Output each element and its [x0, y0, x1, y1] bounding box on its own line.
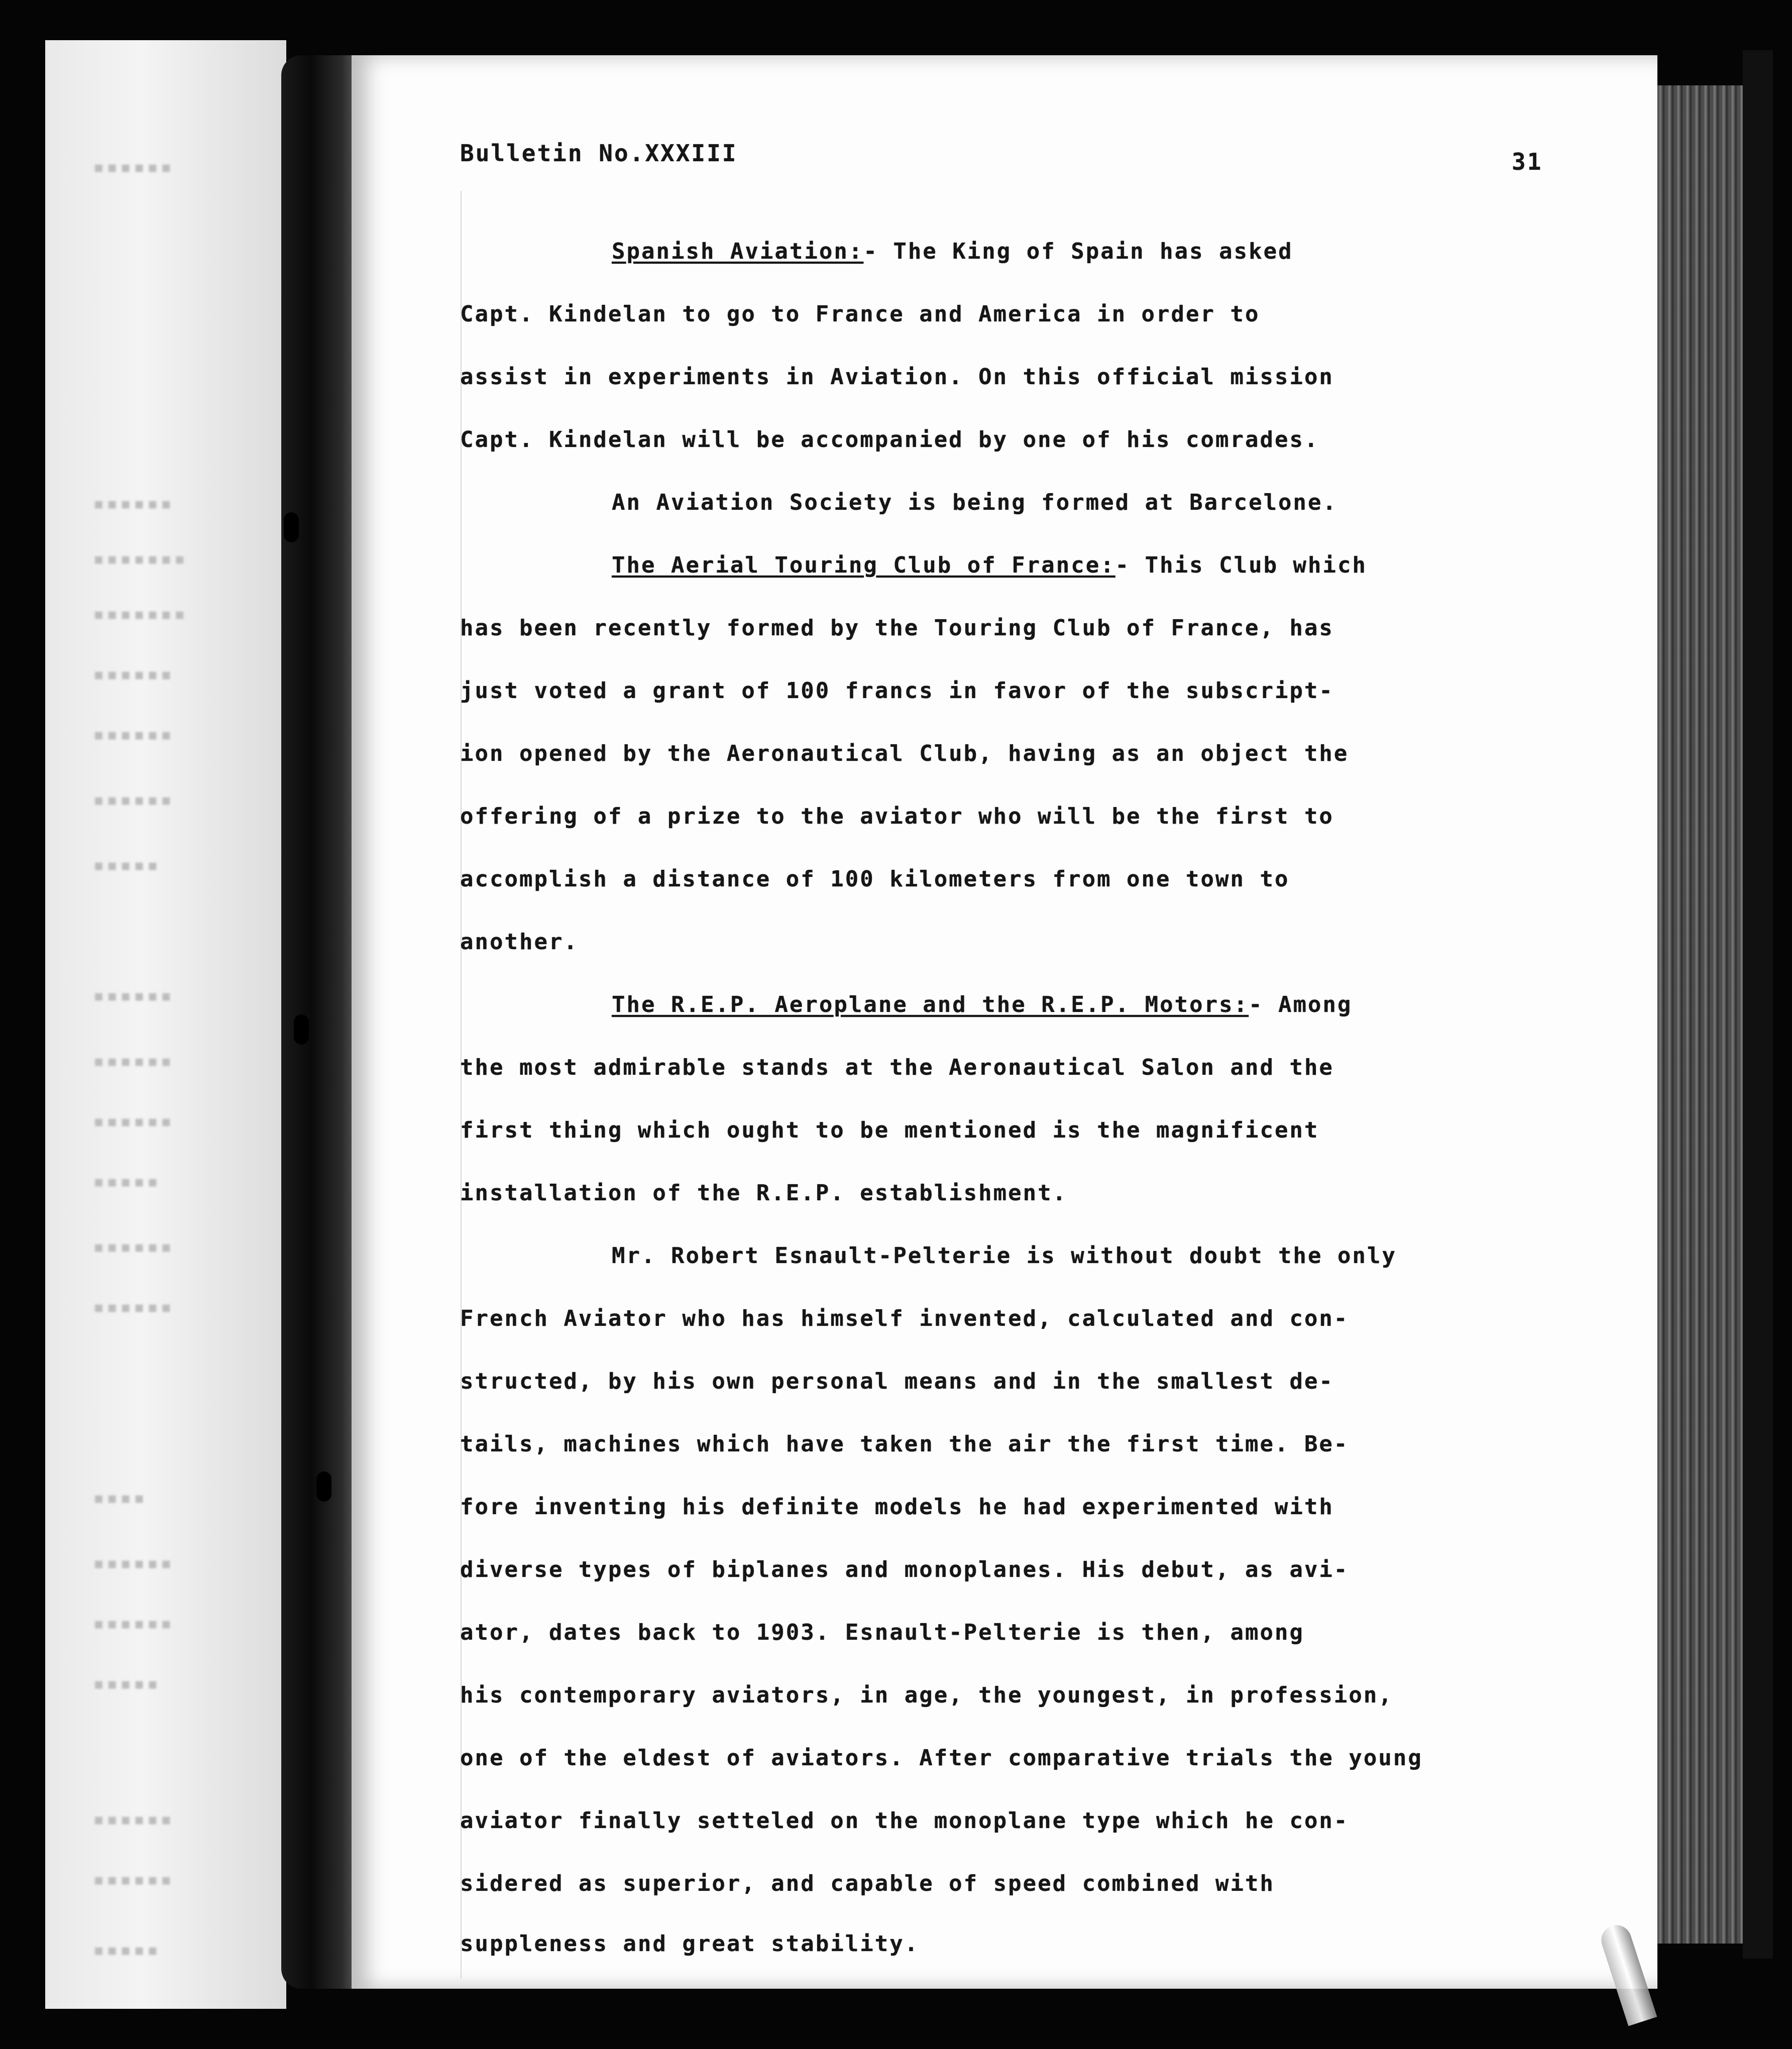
paragraph-line: the most admirable stands at the Aeronautical Salon and the [460, 1055, 1334, 1080]
line-text: - Among [1249, 992, 1353, 1017]
bleed-through-text: ▪▪▪▪▪▪ [93, 788, 174, 806]
section-heading-spanish-aviation: Spanish Aviation: [612, 239, 864, 264]
line-text: - This Club which [1115, 552, 1368, 578]
section-heading-aerial-touring-club: The Aerial Touring Club of France: [612, 552, 1115, 578]
paragraph-line: structed, by his own personal means and in the smallest de- [460, 1369, 1334, 1394]
bleed-through-text: ▪▪▪▪▪▪▪ [93, 547, 188, 564]
paragraph-line: one of the eldest of aviators. After comparative trials the young [460, 1745, 1423, 1771]
bleed-through-text: ▪▪▪▪▪▪ [93, 156, 174, 173]
bleed-through-text: ▪▪▪▪▪▪ [93, 1808, 174, 1825]
paragraph-line: installation of the R.E.P. establishment. [460, 1180, 1068, 1206]
paragraph-line [612, 239, 1293, 264]
paragraph-line: accomplish a distance of 100 kilometers from one town to [460, 866, 1290, 892]
paragraph-line: Capt. Kindelan will be accompanied by one of his comrades. [460, 427, 1319, 452]
bleed-through-text: ▪▪▪▪▪▪ [93, 1868, 174, 1885]
paragraph-line: ator, dates back to 1903. Esnault-Pelterie is then, among [460, 1620, 1304, 1645]
paragraph-line: just voted a grant of 100 francs in favor of the subscript- [460, 678, 1334, 704]
bleed-through-text: ▪▪▪▪▪▪ [93, 1612, 174, 1629]
binding-stitch [316, 1471, 331, 1502]
paragraph-line: his contemporary aviators, in age, the youngest, in profession, [460, 1682, 1393, 1708]
bleed-through-text: ▪▪▪▪▪▪ [93, 1050, 174, 1067]
paragraph-line: another. [460, 929, 579, 955]
bleed-through-text: ▪▪▪▪▪ [93, 1170, 161, 1187]
bleed-through-text: ▪▪▪▪▪▪ [93, 492, 174, 509]
binding-stitch [284, 512, 299, 542]
paragraph-line: Capt. Kindelan to go to France and America in order to [460, 301, 1260, 327]
paragraph-line: fore inventing his definite models he had experimented with [460, 1494, 1334, 1520]
bleed-through-text: ▪▪▪▪▪▪ [93, 1110, 174, 1127]
paragraph-line: ion opened by the Aeronautical Club, having as an object the [460, 741, 1349, 766]
bleed-through-text: ▪▪▪▪▪▪▪ [93, 603, 188, 620]
facing-page [45, 40, 286, 2009]
paragraph-line: tails, machines which have taken the air the first time. Be- [460, 1431, 1349, 1457]
paragraph-line: assist in experiments in Aviation. On this official mission [460, 364, 1334, 390]
bleed-through-text: ▪▪▪▪▪ [93, 854, 161, 871]
bleed-through-text: ▪▪▪▪▪▪ [93, 984, 174, 1001]
paragraph-line: has been recently formed by the Touring Club of France, has [460, 615, 1334, 641]
bleed-through-text: ▪▪▪▪▪ [93, 1939, 161, 1956]
line-text: - The King of Spain has asked [863, 239, 1293, 264]
paragraph-line: An Aviation Society is being formed at Barcelone. [612, 490, 1338, 515]
paragraph-line: diverse types of biplanes and monoplanes. His debut, as avi- [460, 1557, 1349, 1582]
bleed-through-text: ▪▪▪▪▪▪ [93, 1296, 174, 1313]
paragraph-line: sidered as superior, and capable of speed combined with [460, 1871, 1275, 1896]
bleed-through-text: ▪▪▪▪ [93, 1487, 147, 1504]
paragraph-line: French Aviator who has himself invented, calculated and con- [460, 1306, 1349, 1331]
bleed-through-text: ▪▪▪▪▪▪ [93, 723, 174, 740]
paragraph-line: suppleness and great stability. [460, 1931, 920, 1957]
book-cover-edge [1743, 50, 1773, 1959]
paragraph-line: first thing which ought to be mentioned is the magnificent [460, 1117, 1319, 1143]
paragraph-line: offering of a prize to the aviator who will be the first to [460, 804, 1334, 829]
paragraph-line [612, 992, 1353, 1017]
margin-rule [461, 191, 462, 1979]
bleed-through-text: ▪▪▪▪▪▪ [93, 1235, 174, 1253]
paragraph-line [612, 552, 1367, 578]
bleed-through-text: ▪▪▪▪▪ [93, 1672, 161, 1689]
bulletin-header: Bulletin No.XXXIII [460, 140, 738, 167]
binding-stitch [294, 1014, 309, 1045]
section-heading-rep-aeroplane: The R.E.P. Aeroplane and the R.E.P. Motors: [612, 992, 1249, 1017]
binding-gutter [281, 55, 357, 1989]
bleed-through-text: ▪▪▪▪▪▪ [93, 663, 174, 680]
page-number: 31 [1512, 148, 1543, 175]
bleed-through-text: ▪▪▪▪▪▪ [93, 1552, 174, 1569]
paragraph-line: aviator finally setteled on the monoplane type which he con- [460, 1808, 1349, 1834]
paragraph-line: Mr. Robert Esnault-Pelterie is without doubt the only [612, 1243, 1397, 1269]
